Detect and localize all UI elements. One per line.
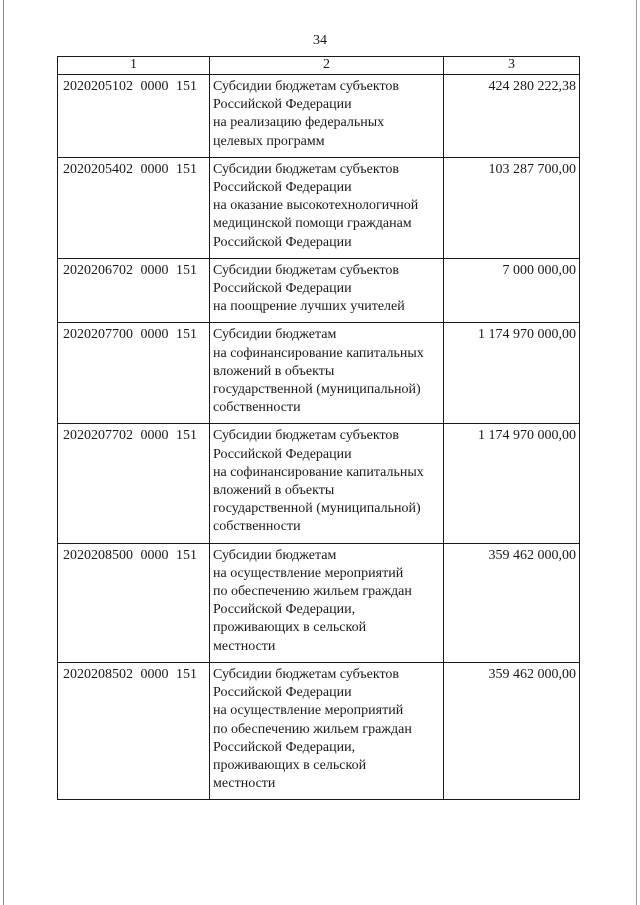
classification-code: 2020205402 0000 151 (58, 157, 210, 258)
budget-table (57, 56, 580, 800)
description-line: Субсидии бюджетам (213, 547, 337, 563)
description-line: медицинской помощи гражданам (213, 216, 412, 232)
description-line: проживающих в сельской (213, 757, 367, 773)
income-description (210, 543, 444, 662)
table-row (58, 157, 580, 258)
description-line: Российской Федерации (213, 281, 352, 297)
description-line: Субсидии бюджетам (213, 327, 337, 343)
classification-code: 2020207700 0000 151 (58, 323, 210, 424)
description-line: Субсидии бюджетам субъектов (213, 666, 400, 682)
description-line: государственной (муниципальной) (213, 501, 421, 517)
income-description (210, 258, 444, 323)
classification-code: 2020206702 0000 151 (58, 258, 210, 323)
income-description (210, 424, 444, 543)
page-number: 34 (313, 33, 327, 48)
amount-value: 1 174 970 000,00 (444, 424, 580, 543)
description-line: на софинансирование капитальных (213, 345, 424, 361)
scan-edge-right (636, 0, 637, 905)
description-line: Российской Федерации, (213, 602, 356, 618)
description-line: Субсидии бюджетам субъектов (213, 79, 400, 94)
description-line: по обеспечению жильем граждан (213, 584, 412, 600)
table-row (58, 75, 580, 158)
table-row (58, 424, 580, 543)
description-line: по обеспечению жильем граждан (213, 721, 412, 737)
classification-code: 2020208500 0000 151 (58, 543, 210, 662)
description-line: на осуществление мероприятий (213, 703, 404, 719)
description-line: вложений в объекты (213, 483, 335, 499)
description-line: местности (213, 776, 276, 792)
description-line: Субсидии бюджетам субъектов (213, 428, 400, 444)
scan-edge-left (3, 0, 4, 905)
amount-value: 359 462 000,00 (444, 543, 580, 662)
description-line: местности (213, 638, 276, 654)
description-line: государственной (муниципальной) (213, 382, 421, 398)
table-row (58, 662, 580, 799)
description-line: на осуществление мероприятий (213, 565, 404, 581)
description-line: Российской Федерации (213, 234, 352, 250)
description-line: Российской Федерации (213, 97, 352, 113)
amount-value: 103 287 700,00 (444, 157, 580, 258)
table-header-row (58, 57, 580, 75)
table-row (58, 543, 580, 662)
classification-code: 2020205102 0000 151 (58, 75, 210, 158)
description-line: собственности (213, 400, 301, 416)
description-line: на поощрение лучших учителей (213, 299, 405, 315)
description-line: на софинансирование капитальных (213, 464, 424, 480)
table-row (58, 323, 580, 424)
classification-code: 2020208502 0000 151 (58, 662, 210, 799)
description-line: Российской Федерации (213, 685, 352, 701)
amount-value: 359 462 000,00 (444, 662, 580, 799)
description-line: Российской Федерации (213, 180, 352, 196)
classification-code: 2020207702 0000 151 (58, 424, 210, 543)
description-line: собственности (213, 519, 301, 535)
description-line: на реализацию федеральных (213, 115, 385, 131)
column-header: 2 (210, 57, 444, 75)
description-line: целевых программ (213, 133, 325, 149)
income-description (210, 662, 444, 799)
income-description (210, 323, 444, 424)
column-header: 1 (58, 57, 210, 75)
column-header: 3 (444, 57, 580, 75)
amount-value: 7 000 000,00 (444, 258, 580, 323)
income-description (210, 157, 444, 258)
amount-value: 1 174 970 000,00 (444, 323, 580, 424)
description-line: Российской Федерации (213, 446, 352, 462)
description-line: вложений в объекты (213, 363, 335, 379)
description-line: на оказание высокотехнологичной (213, 198, 419, 214)
description-line: Субсидии бюджетам субъектов (213, 262, 400, 278)
description-line: Российской Федерации, (213, 739, 356, 755)
table-row (58, 258, 580, 323)
income-description (210, 75, 444, 158)
description-line: проживающих в сельской (213, 620, 367, 636)
description-line: Субсидии бюджетам субъектов (213, 161, 400, 177)
amount-value: 424 280 222,38 (444, 75, 580, 158)
